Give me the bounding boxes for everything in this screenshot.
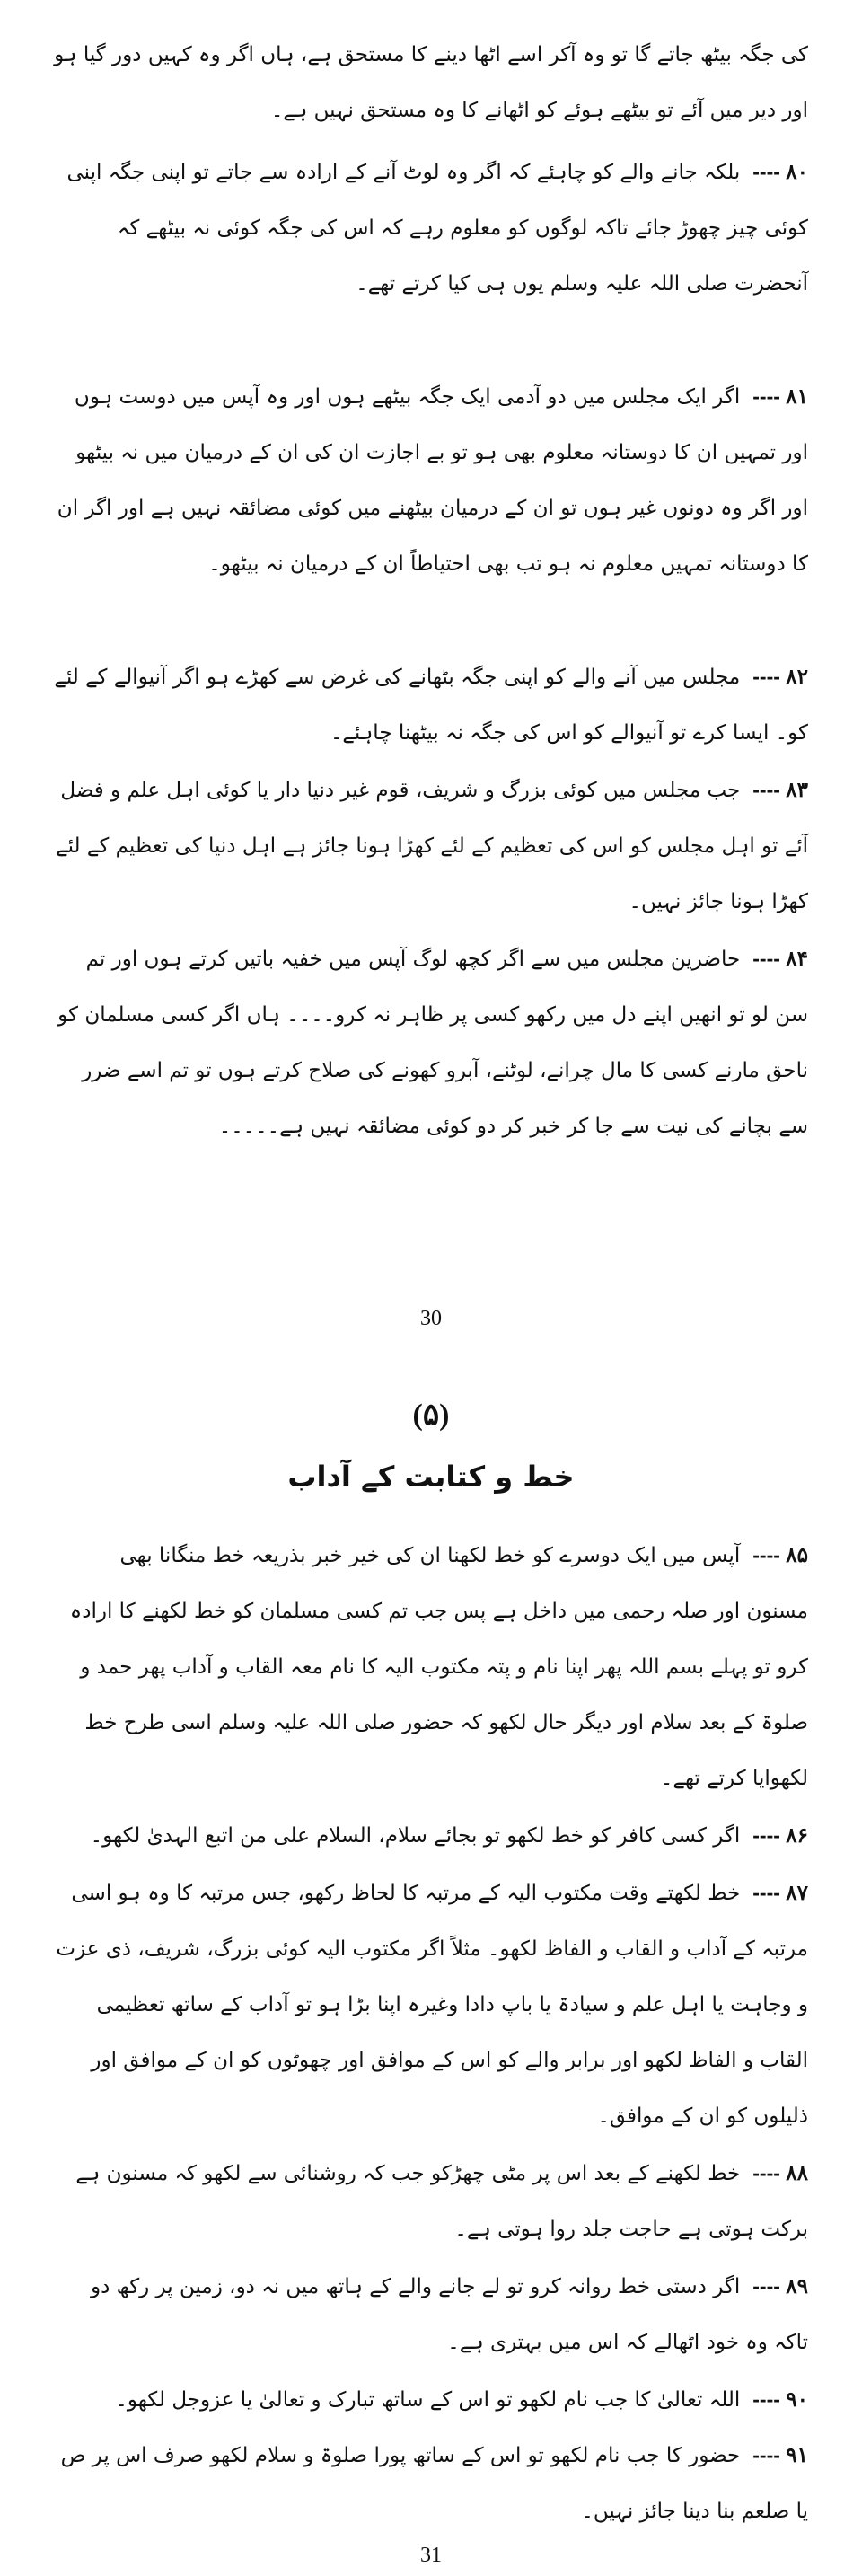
section-number: ۹۰ ---- — [752, 2387, 808, 2411]
section-number: ۸۳ ---- — [752, 778, 808, 801]
section-text: حاضرین مجلس میں سے اگر کچھ لوگ آپس میں خفیہ باتیں کرتے ہوں اور تم سن لو تو انھیں اپنے دل میں رکھو کسی پر ظاہر نہ کرو۔۔۔۔ ہاں اگر کسی مسلمان کو ناحق مارنے کسی کا مال چرانے، لوٹنے، آبرو کھونے کی صلاح کرتے ہوں تو تم اسے ضرر سے بچانے کی نیت سے جا کر خبر کر دو کوئی مضائقہ نہیں ہے۔۔۔۔۔ — [57, 948, 808, 1138]
section-86 — [54, 1807, 808, 1863]
section-text: آپس میں ایک دوسرے کو خط لکھنا ان کی خیر خبر بذریعہ خط منگانا بھی مسنون اور صلہ رحمی میں داخل ہے پس جب تم کسی مسلمان کو خط لکھنے کا ارادہ کرو تو پہلے بسم اللہ پھر اپنا نام و پتہ مکتوب الیہ کا نام معہ القاب و آداب پھر حمد و صلوۃ کے بعد سلام اور دیگر حال لکھو کہ حضور صلی اللہ علیہ وسلم اسی طرح خط لکھوایا کرتے تھے۔ — [69, 1544, 808, 1790]
section-number: ۸۶ ---- — [752, 1823, 808, 1847]
section-85 — [54, 1527, 808, 1805]
section-text: اگر دستی خط روانہ کرو تو لے جانے والے کے ہاتھ میں نہ دو، زمین پر رکھ دو تاکہ وہ خود اٹھالے کہ اس میں بہتری ہے۔ — [91, 2275, 808, 2354]
section-89 — [54, 2258, 808, 2369]
section-text: اگر کسی کافر کو خط لکھو تو بجائے سلام، السلام علی من اتبع الہدیٰ لکھو۔ — [90, 1824, 741, 1848]
intro-paragraph: کی جگہ بیٹھ جاتے گا تو وہ آکر اسے اٹھا دینے کا مستحق ہے، ہاں اگر وہ کہیں دور گیا ہو اور دیر میں آئے تو بیٹھے ہوئے کو اٹھانے کا وہ مستحق نہیں ہے۔ — [54, 43, 808, 122]
section-number: ۸۷ ---- — [752, 1881, 808, 1904]
section-number: ۸۹ ---- — [752, 2274, 808, 2298]
section-text: جب مجلس میں کوئی بزرگ و شریف، قوم غیر دنیا دار یا کوئی اہل علم و فضل آئے تو اہل مجلس کو اس کی تعظیم کے لئے کھڑا ہونا جائز ہے اہل دنیا کی تعظیم کے لئے کھڑا ہونا جائز نہیں۔ — [56, 779, 808, 913]
section-text: اگر ایک مجلس میں دو آدمی ایک جگہ بیٹھے ہوں اور وہ آپس میں دوست ہوں اور تمہیں ان کا دوستانہ معلوم بھی ہو تو بے اجازت ان کی ان کے درمیان میں نہ بیٹھو اور اگر وہ دونوں غیر ہوں تو ان کے درمیان بیٹھنے میں کوئی مضائقہ نہیں ہے اور اگر ان کا دوستانہ تمہیں معلوم نہ ہو تب بھی احتیاطاً ان کے درمیان نہ بیٹھو۔ — [57, 385, 808, 576]
section-84 — [54, 931, 808, 1209]
section-number: ۹۱ ---- — [752, 2443, 808, 2466]
section-number: ۸۵ ---- — [752, 1543, 808, 1566]
section-text: خط لکھتے وقت مکتوب الیہ کے مرتبہ کا لحاظ رکھو، جس مرتبہ کا وہ ہو اسی مرتبہ کے آداب و القاب و الفاظ لکھو۔ مثلاً اگر مکتوب الیہ کوئی بزرگ، شریف، ذی عزت و وجاہت یا اہل علم و سیادۃ یا باپ دادا وغیرہ اپنا بڑا ہو تو آداب کے ساتھ تعظیمی القاب و الفاظ لکھو اور برابر والے کو اس کے موافق اور چھوٹوں کو ان کے موافق اور ذلیلوں کو ان کے موافق۔ — [56, 1882, 808, 2128]
section-88 — [54, 2145, 808, 2256]
section-number: ۸۴ ---- — [752, 947, 808, 970]
section-81 — [54, 368, 808, 647]
section-text: بلکہ جانے والے کو چاہئے کہ اگر وہ لوٹ آنے کے ارادہ سے جاتے تو اپنی جگہ اپنی کوئی چیز چھوڑ جائے تاکہ لوگوں کو معلوم رہے کہ اس کی جگہ کوئی نہ بیٹھے کہ آنحضرت صلی اللہ علیہ وسلم یوں ہی کیا کرتے تھے۔ — [66, 161, 808, 296]
section-91 — [54, 2427, 808, 2538]
section-82 — [54, 648, 808, 760]
page-number-31: 31 — [420, 2544, 442, 2567]
section-number: ۸۲ ---- — [752, 665, 808, 688]
section-number: ۸۸ ---- — [752, 2161, 808, 2184]
section-text: حضور کا جب نام لکھو تو اس کے ساتھ پورا صلوۃ و سلام لکھو صرف اس پر ص یا صلعم بنا دینا جائز نہیں۔ — [60, 2444, 808, 2523]
section-83 — [54, 762, 808, 929]
section-87 — [54, 1865, 808, 2143]
section-number: ۸۰ ---- — [752, 160, 808, 183]
section-text: خط لکھنے کے بعد اس پر مٹی چھڑکو جب کہ روشنائی سے لکھو کہ مسنون ہے برکت ہوتی ہے حاجت جلد روا ہوتی ہے۔ — [75, 2162, 808, 2241]
chapter-number: (۵) — [412, 1398, 450, 1432]
section-text: مجلس میں آنے والے کو اپنی جگہ بٹھانے کی غرض سے کھڑے ہو اگر آنیوالے کے لئے کو۔ ایسا کرے تو آنیوالے کو اس کی جگہ نہ بیٹھنا چاہئے۔ — [54, 666, 808, 745]
section-number: ۸۱ ---- — [752, 384, 808, 408]
section-90 — [54, 2371, 808, 2427]
section-text: اللہ تعالیٰ کا جب نام لکھو تو اس کے ساتھ تبارک و تعالیٰ یا عزوجل لکھو۔ — [115, 2388, 741, 2412]
section-80 — [54, 144, 808, 366]
page-number-30: 30 — [420, 1307, 442, 1330]
chapter-title: خط و کتابت کے آداب — [287, 1460, 575, 1494]
